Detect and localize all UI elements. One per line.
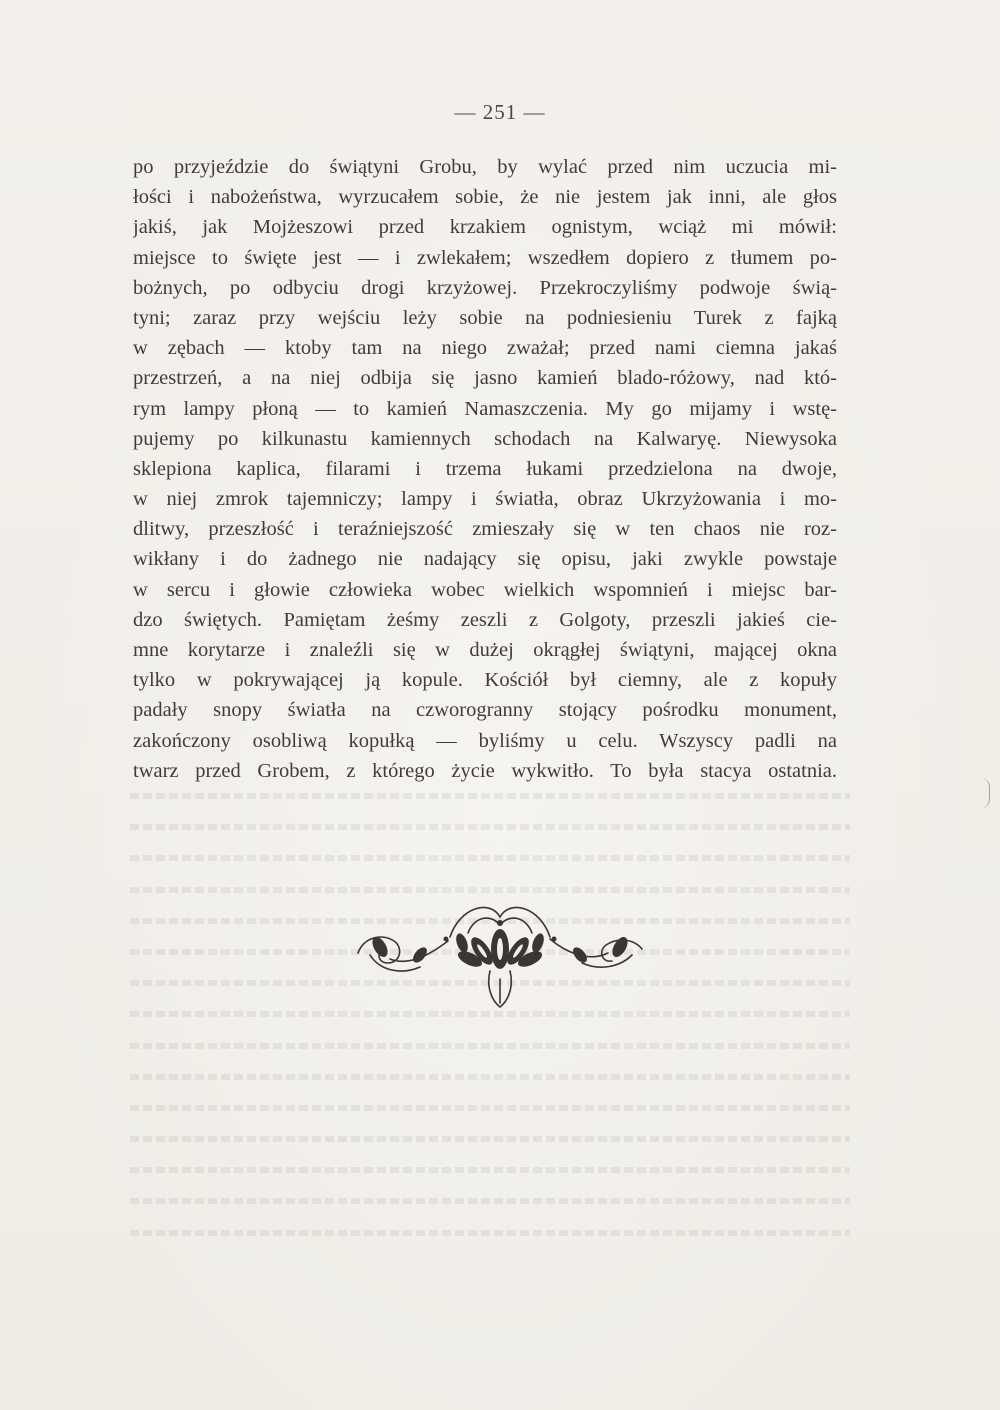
text-line: tylko w pokrywającej ją kopule. Kościół był ciemny, ale z kopuły <box>133 669 837 692</box>
page-edge-mark <box>981 778 990 808</box>
text-line: twarz przed Grobem, z którego życie wykwitło. To była stacya ostatnia. <box>133 759 837 782</box>
body-text <box>133 152 837 786</box>
floral-vignette-ornament-icon <box>350 893 650 1013</box>
page-number: — 251 — <box>454 100 546 124</box>
text-line: w niej zmrok tajemniczy; lampy i światła, obraz Ukrzyżowania i mo- <box>133 488 837 511</box>
text-line: jakiś, jak Mojżeszowi przed krzakiem ognistym, wciąż mi mówił: <box>133 216 837 239</box>
text-line: rym lampy płoną — to kamień Namaszczenia. My go mijamy i wstę- <box>133 397 837 420</box>
text-line: padały snopy światła na czworogranny stojący pośrodku monument, <box>133 699 837 722</box>
text-line: sklepiona kaplica, filarami i trzema łukami przedzielona na dwoje, <box>133 457 837 480</box>
text-line: dzo świętych. Pamiętam żeśmy zeszli z Golgoty, przeszli jakieś cie- <box>133 608 837 631</box>
text-line: bożnych, po odbyciu drogi krzyżowej. Przekroczyliśmy podwoje świą- <box>133 276 837 299</box>
text-line: przestrzeń, a na niej odbija się jasno kamień blado-różowy, nad któ- <box>133 367 837 390</box>
text-line: wikłany i do żadnego nie nadający się opisu, jaki zwykle powstaje <box>133 548 837 571</box>
text-line: łości i nabożeństwa, wyrzucałem sobie, że nie jestem jak inni, ale głos <box>133 186 837 209</box>
text-line: zakończony osobliwą kopułką — byliśmy u celu. Wszyscy padli na <box>133 729 837 752</box>
text-line: po przyjeździe do świątyni Grobu, by wylać przed nim uczucia mi- <box>133 156 837 178</box>
text-line: w sercu i głowie człowieka wobec wielkich wspomnień i miejsc bar- <box>133 578 837 601</box>
text-line: miejsce to święte jest — i zwlekałem; wszedłem dopiero z tłumem po- <box>133 246 837 269</box>
text-line: mne korytarze i znaleźli się w dużej okrągłej świątyni, mającej okna <box>133 639 837 661</box>
text-line: tyni; zaraz przy wejściu leży sobie na podniesieniu Turek z fajką <box>133 306 837 329</box>
text-line: pujemy po kilkunastu kamiennych schodach na Kalwaryę. Niewysoka <box>133 427 837 450</box>
text-line: w zębach — ktoby tam na niego zważał; przed nami ciemna jakaś <box>133 337 837 360</box>
text-line: dlitwy, przeszłość i teraźniejszość zmieszały się w ten chaos nie roz- <box>133 518 837 541</box>
